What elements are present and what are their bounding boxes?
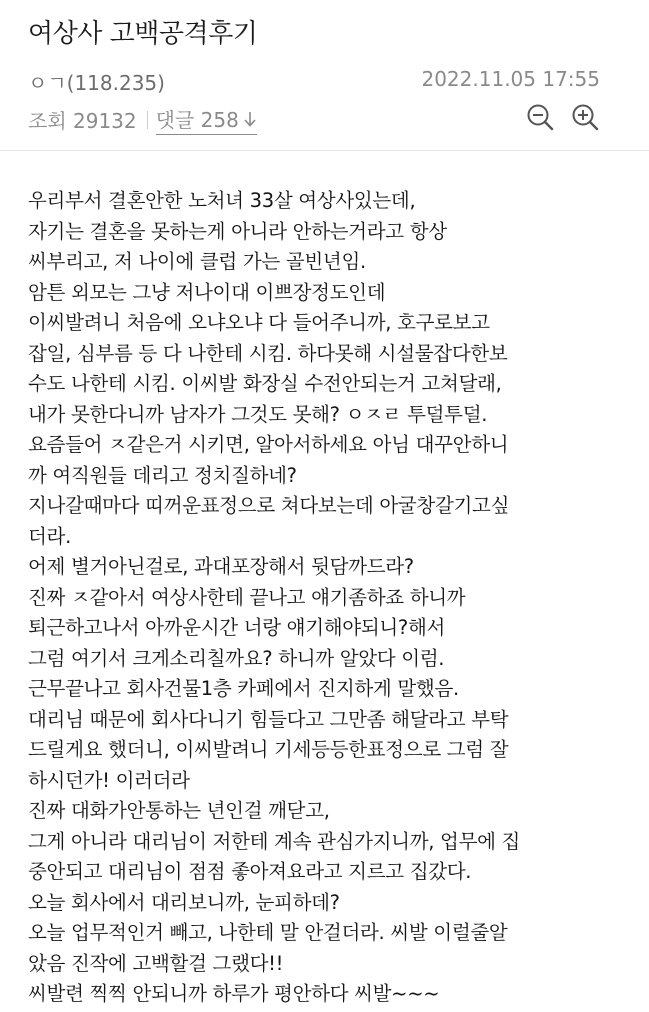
- body-line: 씨부리고, 저 나이에 클럽 가는 골빈년임.: [28, 250, 366, 273]
- body-line: 드릴게요 했더니, 이씨발려니 기세등등한표정으로 그럼 잘: [28, 738, 509, 761]
- post-author[interactable]: ㅇㄱ(118.235): [28, 71, 165, 95]
- body-line: 내가 못한다니까 남자가 그것도 못해? ㅇㅈㄹ 투덜투덜.: [28, 402, 488, 426]
- post-meta: [28, 104, 257, 135]
- body-line: 지나갈때마다 띠꺼운표정으로 쳐다보는데 아굴창갈기고싶: [28, 494, 510, 517]
- body-line: 았음 진작에 고백할걸 그랬다!!: [28, 951, 284, 975]
- body-line: 중안되고 대리님이 점점 좋아져요라고 지르고 집갔다.: [28, 860, 472, 883]
- body-line: 씨발련 찍찍 안되니까 하루가 평안하다 씨발~~~: [28, 982, 440, 1005]
- arrow-down-icon: [243, 110, 257, 128]
- body-line: 까 여직원들 데리고 정치질하네?: [28, 463, 297, 487]
- body-line: 잡일, 심부름 등 다 나한테 시킴. 하다못해 시설물잡다한보: [28, 341, 508, 365]
- body-line: 자기는 결혼을 못하는게 아니라 안하는거라고 항상: [28, 219, 447, 243]
- zoom-in-icon[interactable]: [571, 103, 599, 131]
- comment-count-link[interactable]: [156, 104, 257, 135]
- zoom-out-icon[interactable]: [526, 103, 554, 131]
- post-title: 여상사 고백공격후기: [28, 19, 258, 49]
- body-line: 대리님 때문에 회사다니기 힘들다고 그만좀 해달라고 부탁: [28, 707, 509, 731]
- body-line: 암튼 외모는 그냥 저나이대 이쁘장정도인데: [28, 280, 386, 304]
- post-header: [0, 0, 649, 151]
- body-line: 더라.: [28, 524, 71, 548]
- meta-divider: [147, 111, 148, 129]
- body-line: 어제 별거아닌걸로, 과대포장해서 뒷담까드라?: [28, 555, 414, 578]
- post-body: [28, 186, 628, 1010]
- post-datetime: 2022.11.05 17:55: [421, 67, 600, 91]
- body-line: 그럼 여기서 크게소리칠까요? 하니까 알았다 이럼.: [28, 646, 445, 670]
- view-count: 조회 29132: [28, 109, 137, 133]
- body-line: 요즘들어 ㅈ같은거 시키면, 알아서하세요 아님 대꾸안하니: [28, 433, 509, 456]
- body-line: 퇴근하고나서 아까운시간 너랑 얘기해야되니?해서: [28, 616, 446, 639]
- body-line: 우리부서 결혼안한 노처녀 33살 여상사있는데,: [28, 189, 416, 212]
- body-line: 수도 나한테 시킴. 이씨발 화장실 수전안되는거 고쳐달래,: [28, 372, 502, 395]
- body-line: 그게 아니라 대리님이 저한테 계속 관심가지니까, 업무에 집: [28, 829, 521, 853]
- comment-count-label: 댓글 258: [155, 108, 239, 132]
- body-line: 이씨발려니 처음에 오냐오냐 다 들어주니까, 호구로보고: [28, 311, 490, 334]
- body-line: 근무끝나고 회사건물1층 카페에서 진지하게 말했음.: [28, 677, 459, 700]
- body-line: 진짜 ㅈ같아서 여상사한테 끝나고 얘기좀하죠 하니까: [28, 585, 466, 609]
- body-line: 하시던가! 이러더라: [28, 768, 190, 792]
- body-line: 진짜 대화가안통하는 년인걸 깨닫고,: [28, 799, 330, 822]
- body-line: 오늘 업무적인거 빼고, 나한테 말 안걸더라. 씨발 이럴줄알: [28, 921, 508, 944]
- body-line: 오늘 회사에서 대리보니까, 눈피하데?: [28, 890, 340, 914]
